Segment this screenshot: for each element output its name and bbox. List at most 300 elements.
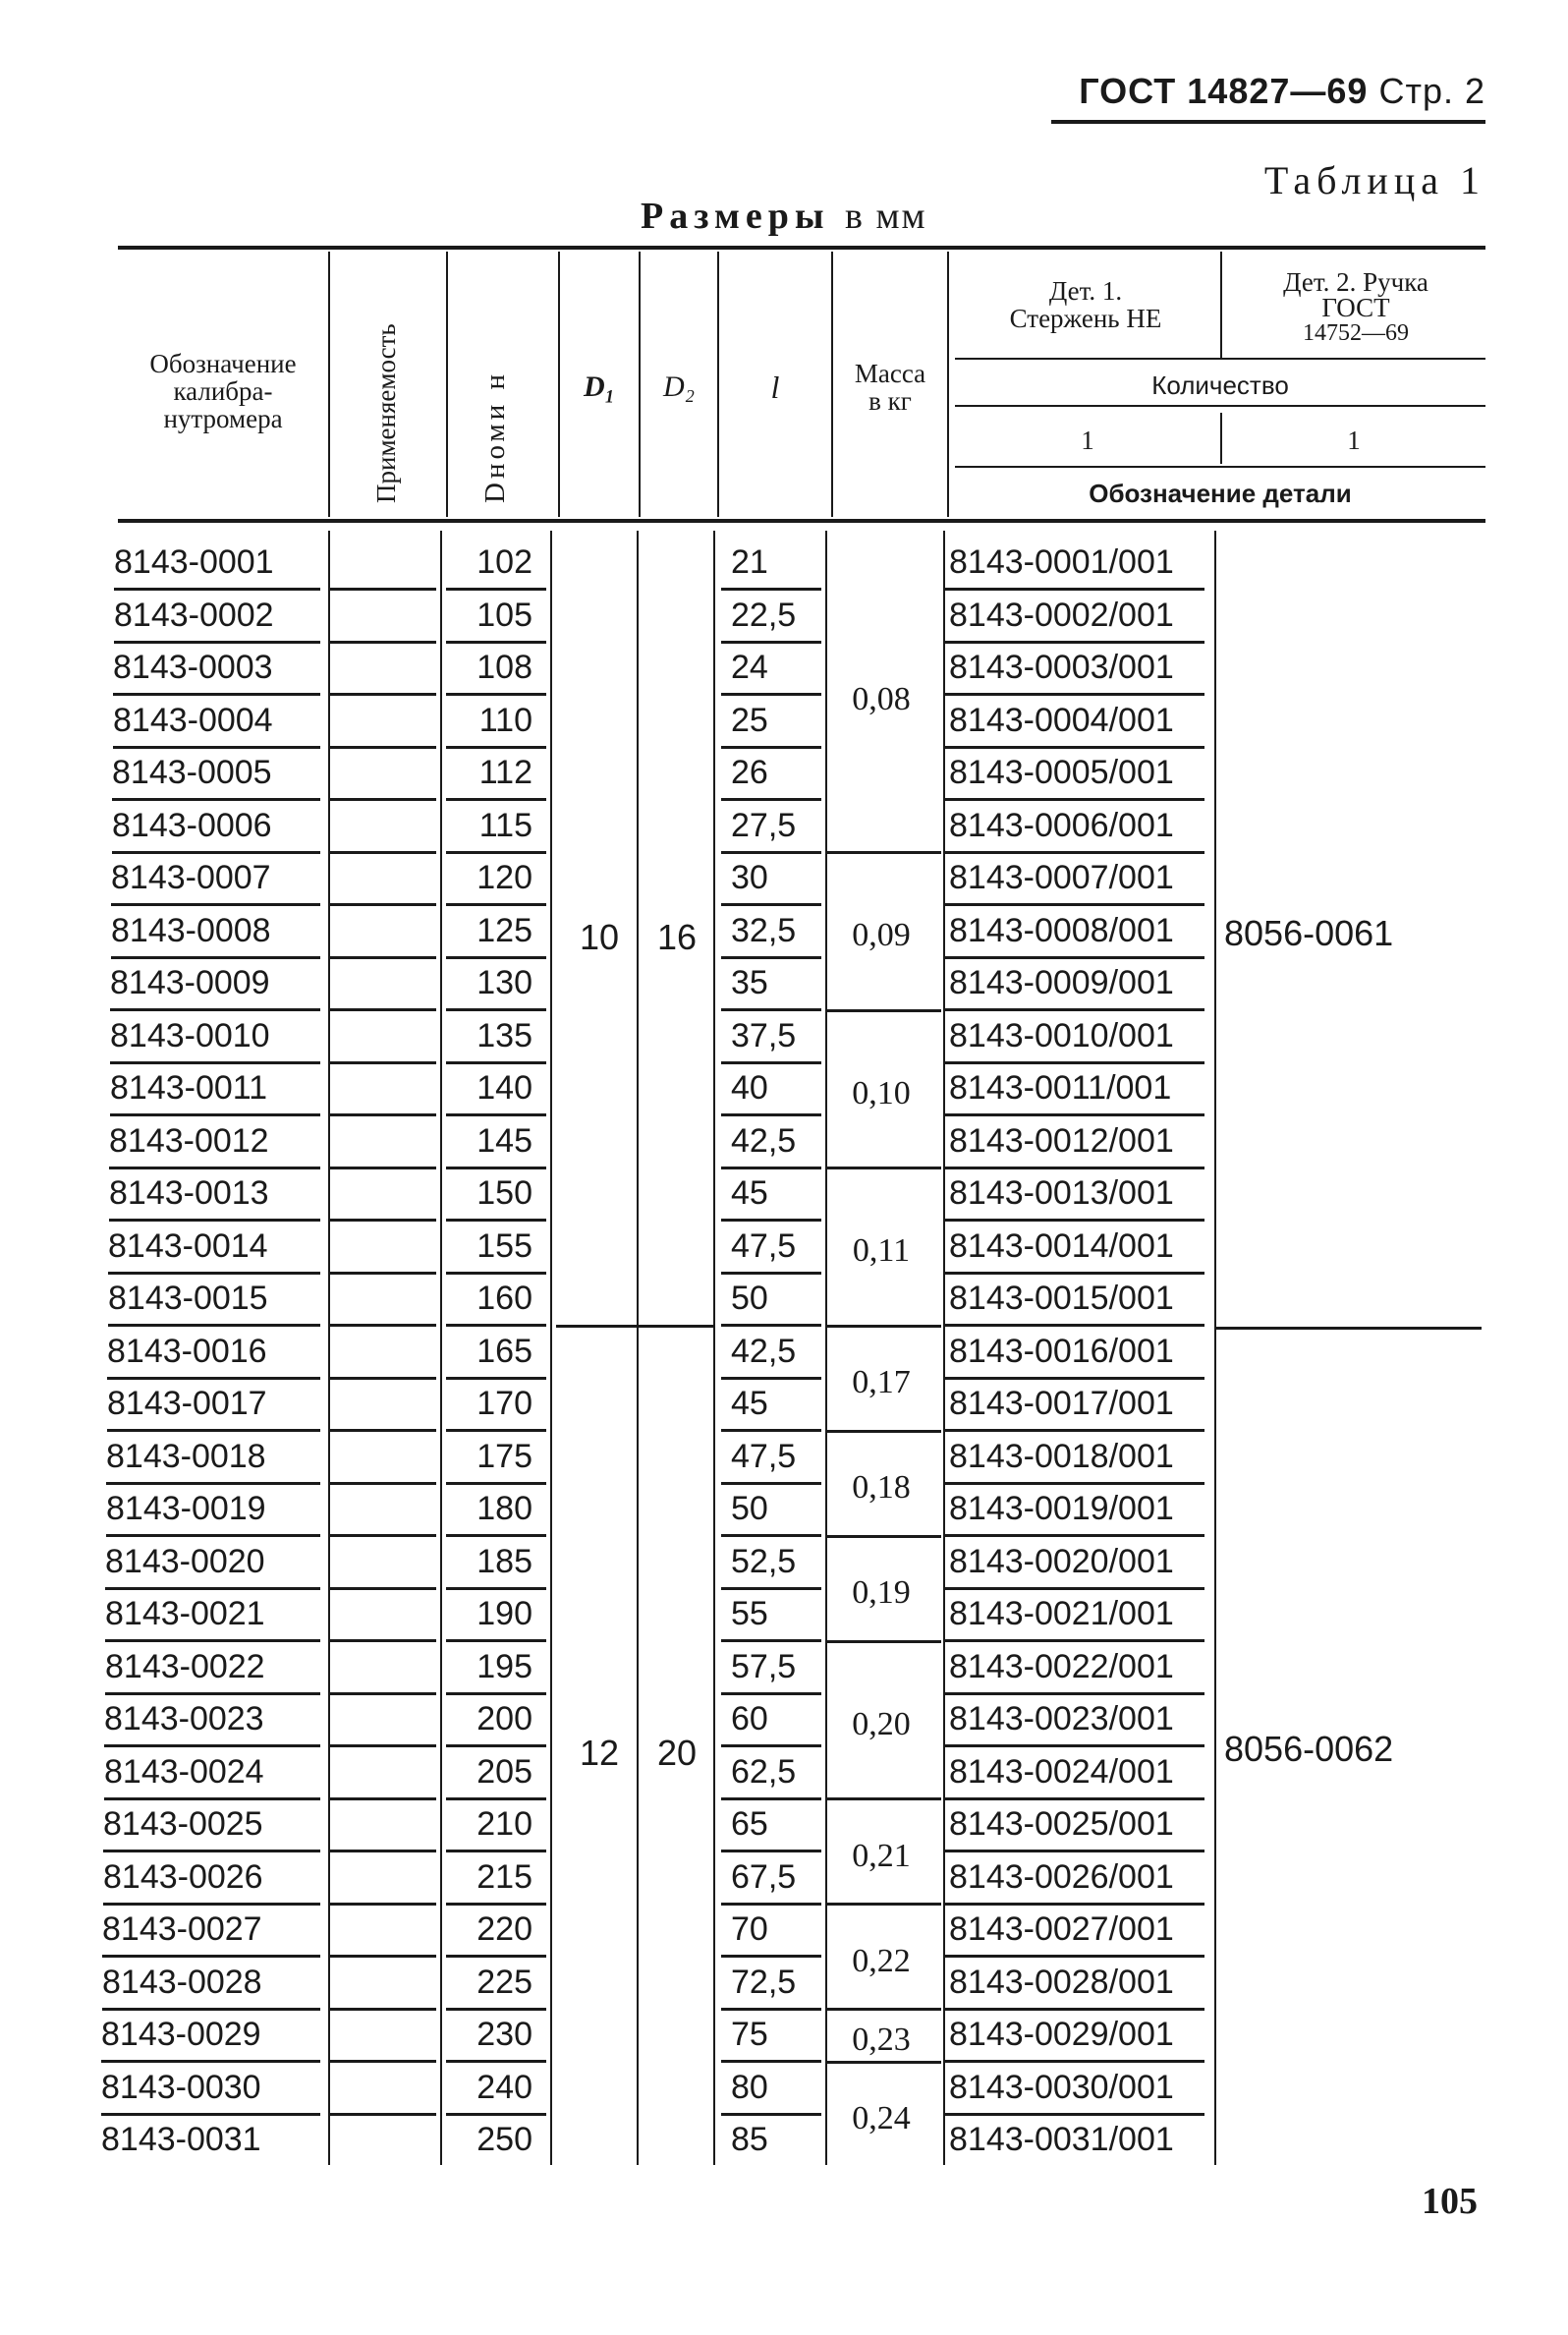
dnom-cell: 112 [478,754,532,791]
designation-cell: 8143-0020 [105,1542,265,1580]
dnom-cell: 170 [476,1385,532,1422]
page-header [1079,71,1485,112]
l-cell: 45 [731,1174,768,1212]
row-rule [446,1113,546,1116]
part-cell: 8143-0010/001 [949,1016,1174,1054]
row-rule [721,1639,821,1642]
part-cell: 8143-0017/001 [949,1385,1174,1422]
row-rule [721,1903,821,1906]
part-cell: 8143-0021/001 [949,1595,1174,1632]
row-rule [721,1587,821,1590]
row-rule [721,641,821,644]
row-rule [446,1587,546,1590]
row-rule [109,1167,320,1169]
col-mass-line: в кг [868,386,912,416]
dnom-cell: 105 [476,596,532,634]
row-rule [107,1377,320,1380]
dnom-cell: 145 [476,1121,532,1160]
body-divider [637,531,639,2165]
d1-cell: 12 [579,1732,620,1773]
page-number: 105 [1422,2181,1478,2222]
row-rule [102,2008,320,2011]
part-cell: 8143-0004/001 [949,701,1174,739]
l-cell: 60 [731,1700,768,1737]
designation-cell: 8143-0029 [101,2016,261,2053]
row-rule [104,1797,320,1800]
row-rule [945,1850,1204,1852]
row-rule [945,693,1204,696]
hdr-divider [446,252,448,517]
row-rule [945,1113,1204,1116]
l-cell: 72,5 [731,1963,797,2001]
row-rule [945,1008,1204,1011]
mass-cell: 0,17 [852,1364,911,1400]
part-cell: 8143-0029/001 [949,2016,1174,2053]
col-det1-line: Дет. 1. [1048,276,1123,306]
handle-cell: 8056-0061 [1224,913,1394,954]
col-designation-line: калибра- [173,376,273,406]
l-cell: 27,5 [731,806,797,844]
row-rule [103,1850,320,1852]
part-cell: 8143-0023/001 [949,1700,1174,1737]
part-designation-header: Обозначение детали [1089,479,1352,508]
dnom-cell: 230 [476,2016,532,2053]
row-rule [721,1008,821,1011]
mass-rule [827,1430,941,1433]
row-rule [330,1219,436,1222]
row-rule [110,1061,320,1064]
row-rule [945,851,1204,854]
col-d2-header: D₂ [662,370,696,403]
mass-cell: 0,24 [852,2100,911,2136]
part-cell: 8143-0008/001 [949,911,1174,949]
hdr-rule [955,466,1485,468]
row-rule [721,1534,821,1537]
row-rule [446,1850,546,1852]
dnom-cell: 155 [476,1226,532,1265]
row-rule [446,1219,546,1222]
col-mass-line: Масса [854,359,926,388]
dnom-cell: 130 [476,964,532,1001]
part-cell: 8143-0026/001 [949,1857,1174,1896]
row-rule [102,1955,320,1958]
part-cell: 8143-0006/001 [949,806,1174,844]
row-rule [446,1008,546,1011]
mass-rule [827,2061,941,2064]
row-rule [721,1797,821,1800]
dnom-cell: 190 [476,1595,532,1632]
dnom-cell: 125 [476,911,532,949]
row-rule [446,588,546,591]
dnom-cell: 102 [476,543,532,581]
row-rule [330,1377,436,1380]
hdr-divider [328,252,330,517]
designation-cell: 8143-0012 [109,1121,269,1160]
col-det1-header [955,277,1216,332]
col-designation-line: Обозначение [149,349,297,378]
row-rule [945,903,1204,906]
designation-cell: 8143-0008 [111,911,271,949]
row-rule [101,2060,320,2063]
row-rule [945,1639,1204,1642]
row-rule [113,693,320,696]
row-rule [446,1534,546,1537]
row-rule [721,798,821,801]
l-cell: 45 [731,1385,768,1422]
row-rule [330,2008,436,2011]
dnom-cell: 135 [476,1016,532,1054]
row-rule [109,1219,320,1222]
mass-cell: 0,23 [852,2021,911,2058]
dnom-cell: 205 [476,1752,532,1791]
l-cell: 47,5 [731,1437,797,1475]
row-rule [106,1482,320,1485]
qty-det2: 1 [1347,426,1361,455]
dnom-cell: 165 [476,1332,532,1370]
part-cell: 8143-0002/001 [949,596,1174,634]
row-rule [945,1797,1204,1800]
col-designation-line: нутромера [163,404,283,433]
row-rule [330,1955,436,1958]
part-cell: 8143-0007/001 [949,859,1174,896]
part-cell: 8143-0030/001 [949,2068,1174,2106]
dnom-cell: 110 [478,701,532,739]
l-cell: 67,5 [731,1857,797,1896]
designation-cell: 8143-0025 [103,1805,263,1843]
units-suffix: в мм [845,196,927,237]
row-rule [721,1692,821,1695]
units-title [641,195,927,238]
row-rule [101,2113,320,2116]
body-divider [825,531,827,2165]
body-divider [550,531,552,2165]
row-rule [945,956,1204,959]
hdr-rule [955,358,1485,360]
designation-cell: 8143-0030 [101,2068,261,2106]
designation-cell: 8143-0009 [110,964,270,1001]
row-rule [330,1061,436,1064]
header-rule [1051,120,1485,124]
designation-cell: 8143-0007 [111,859,271,896]
l-cell: 57,5 [731,1647,797,1685]
hdr-divider [1220,252,1222,358]
header-bottom-rule [118,519,1485,523]
designation-cell: 8143-0006 [112,806,272,844]
mass-rule [827,1535,941,1538]
row-rule [446,851,546,854]
row-rule [721,1167,821,1169]
mass-cell: 0,22 [852,1942,911,1979]
row-rule [721,1324,821,1327]
row-rule [107,1429,320,1432]
d1-cell: 10 [579,917,620,958]
row-rule [945,1534,1204,1537]
row-rule [330,1167,436,1169]
row-rule [446,2113,546,2116]
designation-cell: 8143-0026 [103,1857,263,1896]
col-designation-header [124,350,322,432]
hdr-divider [558,252,560,517]
designation-cell: 8143-0028 [102,1963,262,2001]
row-rule [721,588,821,591]
body-divider [328,531,330,2165]
designation-cell: 8143-0010 [110,1016,270,1054]
dnom-cell: 200 [476,1700,532,1737]
l-cell: 65 [731,1805,768,1843]
row-rule [721,851,821,854]
part-cell: 8143-0027/001 [949,1910,1174,1948]
dnom-cell: 160 [476,1280,532,1317]
dnom-cell: 210 [476,1805,532,1843]
row-rule [330,693,436,696]
row-rule [446,1797,546,1800]
row-rule [945,1377,1204,1380]
row-rule [110,1008,320,1011]
part-cell: 8143-0012/001 [949,1121,1174,1160]
l-cell: 30 [731,859,768,896]
row-rule [446,903,546,906]
row-rule [721,1744,821,1747]
l-cell: 42,5 [731,1332,797,1370]
row-rule [103,1903,320,1906]
row-rule [330,641,436,644]
row-rule [945,588,1204,591]
row-rule [112,798,320,801]
page-label: Стр. 2 [1378,71,1485,111]
body-divider [440,531,442,2165]
row-rule [721,1219,821,1222]
l-cell: 25 [731,701,768,739]
dnom-cell: 240 [476,2068,532,2106]
l-cell: 55 [731,1595,768,1632]
part-cell: 8143-0028/001 [949,1963,1174,2001]
designation-cell: 8143-0005 [112,754,272,791]
group-rule [556,1325,713,1328]
mass-cell: 0,09 [852,917,911,954]
part-cell: 8143-0020/001 [949,1542,1174,1580]
row-rule [945,1272,1204,1275]
row-rule [330,1482,436,1485]
designation-cell: 8143-0002 [114,596,274,634]
d2-cell: 16 [656,917,698,958]
row-rule [945,1167,1204,1169]
l-cell: 70 [731,1910,768,1948]
designation-cell: 8143-0001 [114,543,274,581]
row-rule [113,746,320,749]
row-rule [721,1955,821,1958]
row-rule [945,1324,1204,1327]
table-label: Таблица 1 [1263,158,1485,202]
body-divider [1214,531,1216,2165]
part-cell: 8143-0016/001 [949,1332,1174,1370]
l-cell: 32,5 [731,911,797,949]
row-rule [446,798,546,801]
mass-rule [827,1325,941,1328]
l-cell: 80 [731,2068,768,2106]
dnom-cell: 175 [476,1437,532,1475]
row-rule [721,1061,821,1064]
dnom-cell: 180 [476,1490,532,1527]
l-cell: 75 [731,2016,768,2053]
row-rule [446,1429,546,1432]
row-rule [446,1272,546,1275]
row-rule [330,956,436,959]
row-rule [945,641,1204,644]
row-rule [721,1482,821,1485]
dnom-cell: 108 [476,649,532,686]
l-cell: 47,5 [731,1226,797,1265]
row-rule [330,1692,436,1695]
l-cell: 21 [731,543,768,581]
row-rule [945,746,1204,749]
row-rule [330,1429,436,1432]
mass-rule [827,851,941,854]
l-cell: 24 [731,649,768,686]
part-cell: 8143-0025/001 [949,1805,1174,1843]
row-rule [330,1324,436,1327]
row-rule [446,1482,546,1485]
row-rule [446,1639,546,1642]
d2-cell: 20 [656,1732,698,1773]
row-rule [945,1744,1204,1747]
designation-cell: 8143-0011 [110,1069,268,1107]
designation-cell: 8143-0016 [107,1332,267,1370]
row-rule [330,746,436,749]
row-rule [446,1744,546,1747]
col-l-header: l [770,370,780,405]
part-cell: 8143-0024/001 [949,1752,1174,1791]
row-rule [330,1272,436,1275]
designation-cell: 8143-0003 [113,649,273,686]
qty-det1: 1 [1081,426,1094,455]
row-rule [721,2008,821,2011]
designation-cell: 8143-0031 [101,2121,261,2158]
part-cell: 8143-0013/001 [949,1174,1174,1212]
row-rule [945,2060,1204,2063]
mass-rule [827,1797,941,1800]
row-rule [446,693,546,696]
row-rule [111,903,320,906]
part-cell: 8143-0011/001 [949,1069,1172,1107]
mass-rule [827,1167,941,1169]
row-rule [446,1324,546,1327]
designation-cell: 8143-0022 [105,1647,265,1685]
row-rule [330,1850,436,1852]
col-dnom-header: Dноми н [479,370,511,503]
mass-cell: 0,18 [852,1469,911,1506]
l-cell: 26 [731,754,768,791]
row-rule [330,588,436,591]
row-rule [945,2008,1204,2011]
row-rule [330,1639,436,1642]
mass-cell: 0,08 [852,680,911,717]
col-d1-header: D₁ [583,370,616,403]
dnom-cell: 150 [476,1174,532,1212]
designation-cell: 8143-0021 [105,1595,265,1632]
designation-cell: 8143-0019 [106,1490,266,1527]
dnom-cell: 115 [478,806,532,844]
mass-cell: 0,10 [852,1074,911,1111]
row-rule [446,1692,546,1695]
row-rule [945,1429,1204,1432]
dnom-cell: 250 [476,2121,532,2158]
row-rule [330,1903,436,1906]
row-rule [108,1272,320,1275]
part-cell: 8143-0018/001 [949,1437,1174,1475]
designation-cell: 8143-0024 [104,1752,264,1791]
row-rule [112,851,320,854]
row-rule [446,746,546,749]
row-rule [105,1692,320,1695]
row-rule [330,1587,436,1590]
row-rule [721,693,821,696]
dnom-cell: 195 [476,1647,532,1685]
row-rule [114,588,320,591]
designation-cell: 8143-0004 [113,701,273,739]
row-rule [446,1903,546,1906]
row-rule [446,956,546,959]
col-det1-line: Стержень НЕ [1009,304,1162,333]
row-rule [446,1377,546,1380]
mass-rule [827,2008,941,2011]
part-cell: 8143-0015/001 [949,1280,1174,1317]
row-rule [945,2113,1204,2116]
part-cell: 8143-0019/001 [949,1490,1174,1527]
col-det2-line: ГОСТ [1321,293,1390,322]
part-cell: 8143-0003/001 [949,649,1174,686]
l-cell: 52,5 [731,1542,797,1580]
row-rule [721,1272,821,1275]
row-rule [945,1219,1204,1222]
handle-cell: 8056-0062 [1224,1728,1394,1769]
row-rule [330,1008,436,1011]
row-rule [446,641,546,644]
mass-rule [827,1640,941,1643]
dnom-cell: 215 [476,1857,532,1896]
row-rule [111,956,320,959]
dnom-cell: 220 [476,1910,532,1948]
row-rule [446,2060,546,2063]
row-rule [330,1113,436,1116]
mass-cell: 0,21 [852,1837,911,1874]
row-rule [945,1587,1204,1590]
hdr-rule [955,405,1485,407]
standard-number: ГОСТ 14827—69 [1079,71,1369,111]
row-rule [945,1692,1204,1695]
mass-cell: 0,20 [852,1705,911,1742]
row-rule [721,1850,821,1852]
l-cell: 22,5 [731,596,797,634]
row-rule [721,1429,821,1432]
mass-rule [827,1903,941,1906]
part-cell: 8143-0001/001 [949,543,1174,581]
row-rule [446,1167,546,1169]
hdr-divider [717,252,719,517]
l-cell: 50 [731,1490,768,1527]
mass-cell: 0,19 [852,1574,911,1611]
units-title-word: Размеры [641,196,830,237]
row-rule [105,1587,320,1590]
row-rule [945,1903,1204,1906]
table-top-rule [118,246,1485,250]
row-rule [721,956,821,959]
row-rule [330,1534,436,1537]
hdr-divider [639,252,641,517]
row-rule [330,1797,436,1800]
l-cell: 50 [731,1280,768,1317]
part-cell: 8143-0009/001 [949,964,1174,1001]
row-rule [721,1113,821,1116]
